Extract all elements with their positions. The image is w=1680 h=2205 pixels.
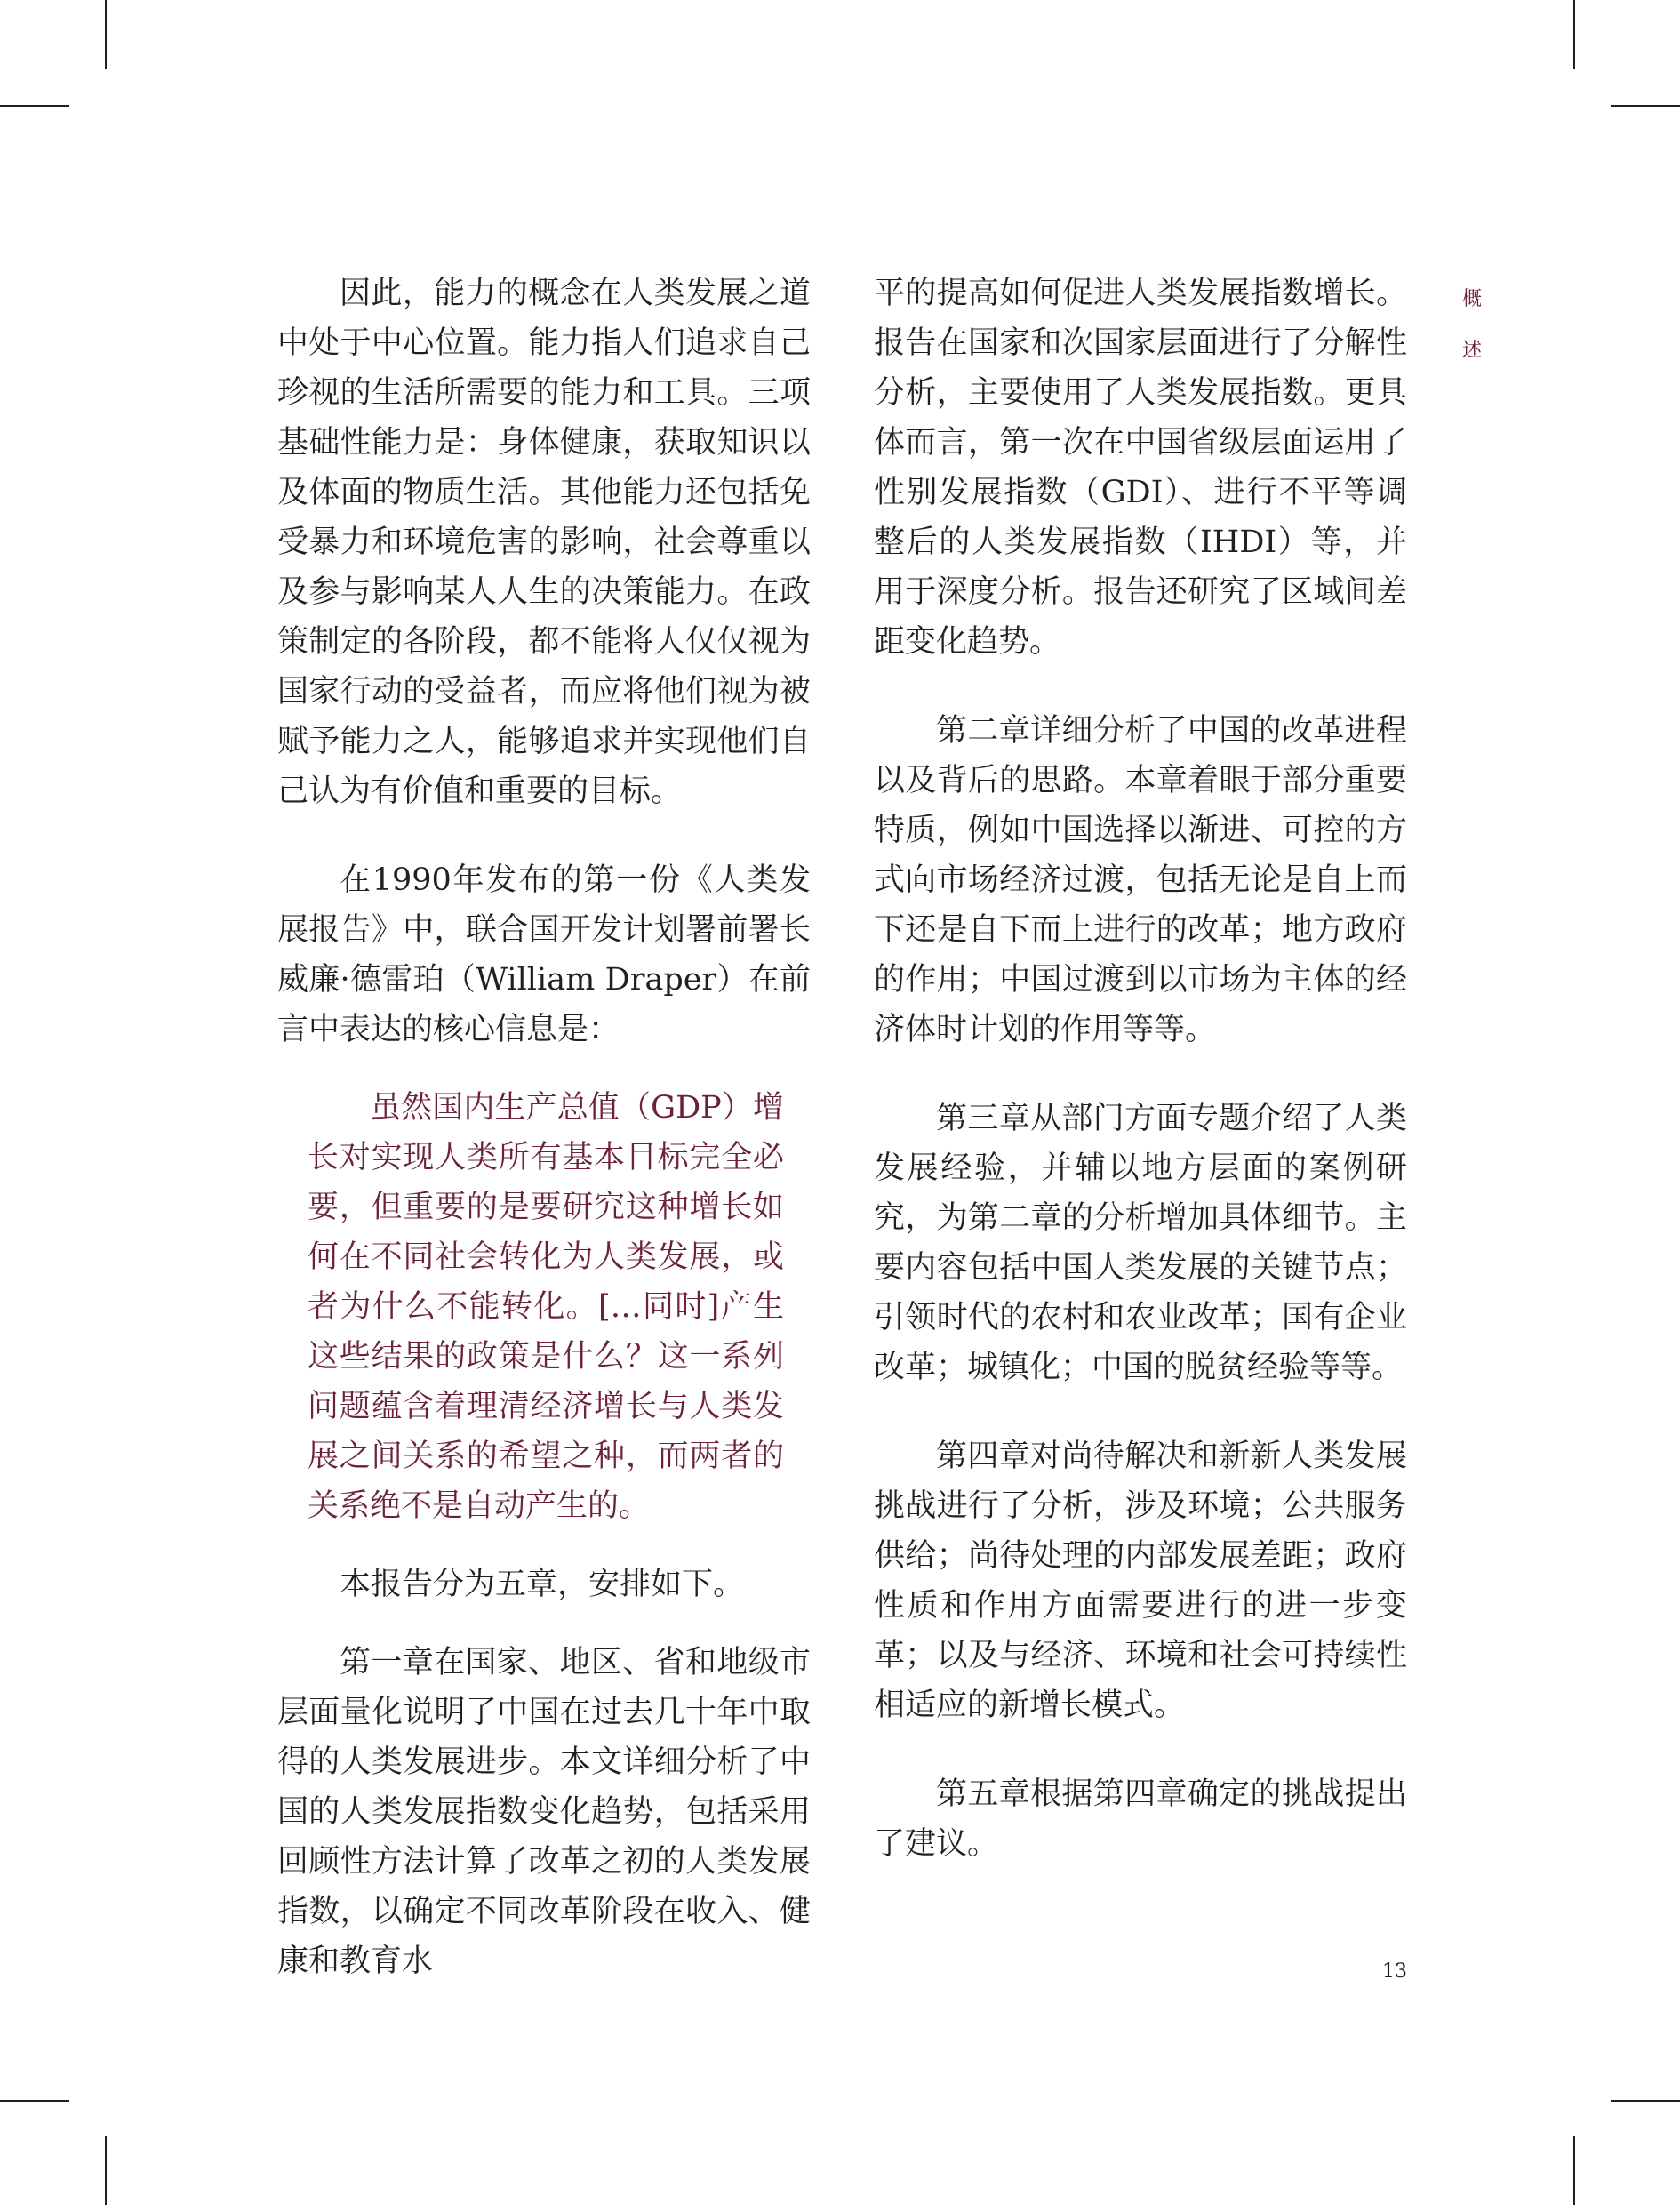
paragraph-chapter-5: 第五章根据第四章确定的挑战提出了建议。 <box>874 1776 1407 1862</box>
crop-mark-top-left-vertical <box>105 0 107 69</box>
left-column <box>277 269 811 2025</box>
paragraph-first-report: 在1990年发布的第一份《人类发展报告》中，联合国开发计划署前署长威廉·德雷珀（William Draper）在前言中表达的核心信息是： <box>277 862 811 1047</box>
block-quote: 虽然国内生产总值（GDP）增长对实现人类所有基本目标完全必要，但重要的是要研究这种增长如何在不同社会转化为人类发展，或者为什么不能转化。[…同时]产生这些结果的政策是什么？这一系列问题蕴含着理清经济增长与人类发展之间关系的希望之种，而两者的关系绝不是自动产生的。 <box>308 1090 784 1524</box>
crop-mark-top-right-horizontal <box>1611 105 1680 107</box>
running-header <box>1459 274 1485 377</box>
right-column <box>874 269 1407 1908</box>
paragraph-capabilities: 因此，能力的概念在人类发展之道中处于中心位置。能力指人们追求自己珍视的生活所需要的能力和工具。三项基础性能力是：身体健康，获取知识以及体面的物质生活。其他能力还包括免受暴力和环境危害的影响，社会尊重以及参与影响某人人生的决策能力。在政策制定的各阶段，都不能将人仅仅视为国家行动的受益者，而应将他们视为被赋予能力之人，能够追求并实现他们自己认为有价值和重要的目标。 <box>277 276 811 809</box>
paragraph-chapter-1-continued: 平的提高如何促进人类发展指数增长。报告在国家和次国家层面进行了分解性分析，主要使用了人类发展指数。更具体而言，第一次在中国省级层面运用了性别发展指数（GDI）、进行不平等调整后的人类发展指数（IHDI）等，并用于深度分析。报告还研究了区域间差距变化趋势。 <box>874 276 1407 660</box>
paragraph-chapter-2: 第二章详细分析了中国的改革进程以及背后的思路。本章着眼于部分重要特质，例如中国选择以渐进、可控的方式向市场经济过渡，包括无论是自上而下还是自下而上进行的改革；地方政府的作用；中国过渡到以市场为主体的经济体时计划的作用等等。 <box>874 713 1407 1047</box>
crop-mark-top-right-vertical <box>1573 0 1575 69</box>
crop-mark-bottom-left-vertical <box>105 2136 107 2205</box>
crop-mark-bottom-left-horizontal <box>0 2100 69 2102</box>
crop-mark-bottom-right-vertical <box>1573 2136 1575 2205</box>
paragraph-chapter-3: 第三章从部门方面专题介绍了人类发展经验，并辅以地方层面的案例研究，为第二章的分析增加具体细节。主要内容包括中国人类发展的关键节点；引领时代的农村和农业改革；国有企业改革；城镇化；中国的脱贫经验等等。 <box>874 1101 1407 1385</box>
page-number: 13 <box>1382 1960 1407 1983</box>
crop-mark-bottom-right-horizontal <box>1611 2100 1680 2102</box>
paragraph-structure: 本报告分为五章，安排如下。 <box>340 1567 745 1602</box>
paragraph-chapter-1: 第一章在国家、地区、省和地级市层面量化说明了中国在过去几十年中取得的人类发展进步。本文详细分析了中国的人类发展指数变化趋势，包括采用回顾性方法计算了改革之初的人类发展指数，以确定不同改革阶段在收入、健康和教育水 <box>277 1645 811 1979</box>
running-header-char-1: 概 <box>1461 288 1482 310</box>
paragraph-chapter-4: 第四章对尚待解决和新新人类发展挑战进行了分析，涉及环境；公共服务供给；尚待处理的内部发展差距；政府性质和作用方面需要进行的进一步变革；以及与经济、环境和社会可持续性相适应的新增长模式。 <box>874 1439 1407 1723</box>
crop-mark-top-left-horizontal <box>0 105 69 107</box>
running-header-char-2: 述 <box>1461 340 1482 362</box>
